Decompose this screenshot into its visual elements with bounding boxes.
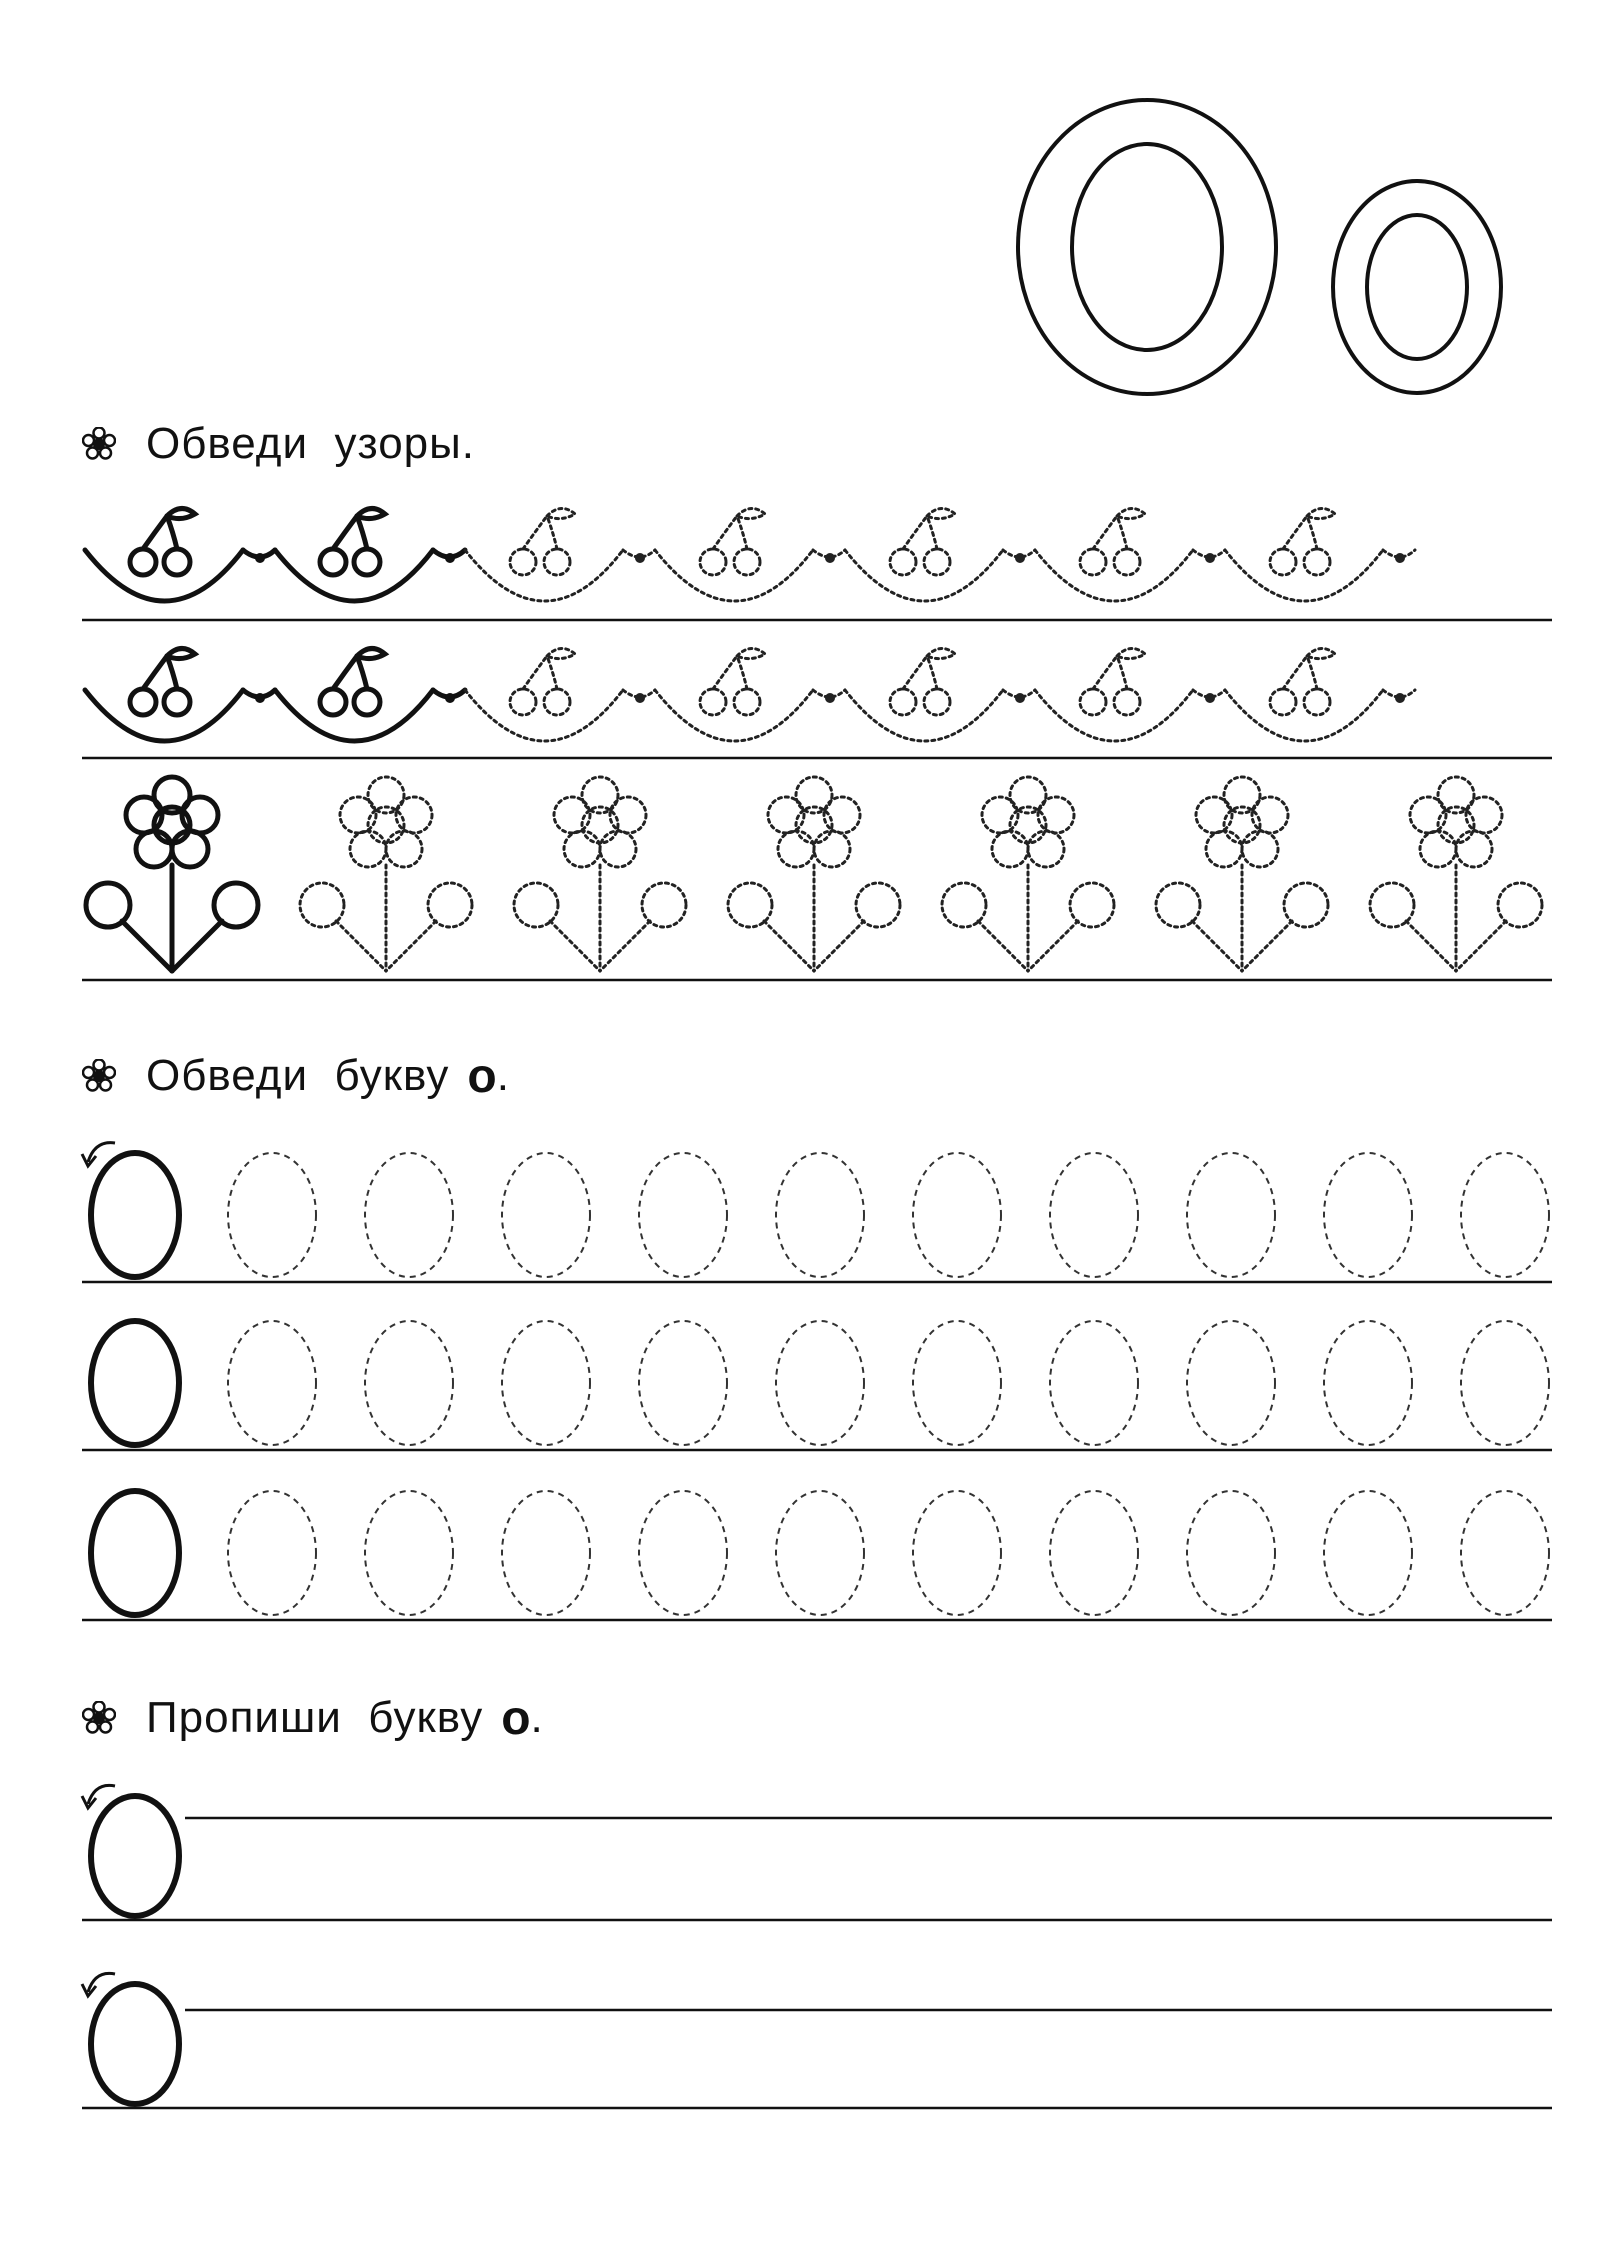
letter-o <box>776 1153 864 1277</box>
cherry-pattern-row <box>85 648 1415 741</box>
task-write <box>82 1688 543 1748</box>
cherry-icon <box>275 648 465 741</box>
letter-o <box>1050 1321 1138 1445</box>
pattern-dot <box>635 553 645 563</box>
letter-o <box>1461 1491 1549 1615</box>
flower-icon <box>300 777 472 971</box>
letter-o <box>91 1491 179 1615</box>
cherry-icon <box>845 648 1035 741</box>
task-trace-suffix: . <box>496 1051 509 1100</box>
flower-patterns <box>86 777 1542 971</box>
flower-icon <box>942 777 1114 971</box>
trace-row <box>82 1143 1549 1277</box>
pattern-dot <box>1395 553 1405 563</box>
flower-icon <box>1156 777 1328 971</box>
task-trace-letter: о <box>467 1049 497 1103</box>
cherry-icon <box>275 508 465 601</box>
task-patterns <box>82 414 475 474</box>
letter-o <box>502 1153 590 1277</box>
cherry-icon <box>465 648 655 741</box>
task-trace-text: Обведи букву <box>146 1051 450 1100</box>
letter-o <box>913 1321 1001 1445</box>
letter-o <box>776 1491 864 1615</box>
cherry-icon <box>655 508 845 601</box>
letter-o <box>1461 1153 1549 1277</box>
letter-o <box>1324 1321 1412 1445</box>
letter-o <box>1461 1321 1549 1445</box>
task-write-letter: о <box>501 1691 531 1745</box>
cherry-icon <box>85 508 275 601</box>
cherry-icon <box>1035 648 1225 741</box>
cherry-icon <box>845 508 1035 601</box>
write-row <box>82 1785 179 1916</box>
letter-o <box>1324 1491 1412 1615</box>
flower-icon <box>86 777 258 971</box>
pattern-dot <box>255 693 265 703</box>
letter-o <box>913 1491 1001 1615</box>
write-letters <box>82 1785 179 2104</box>
letter-o <box>228 1321 316 1445</box>
pattern-dot <box>1395 693 1405 703</box>
pattern-dot <box>1205 693 1215 703</box>
letter-o <box>1187 1153 1275 1277</box>
pattern-dot <box>445 553 455 563</box>
letter-o <box>91 1153 179 1277</box>
letter-o <box>1187 1321 1275 1445</box>
cherry-icon <box>1225 508 1415 601</box>
task-patterns-text: Обведи узоры. <box>146 419 475 468</box>
letter-o <box>639 1491 727 1615</box>
pattern-dot <box>825 553 835 563</box>
header-letter-lower <box>1333 181 1501 393</box>
pattern-dot <box>825 693 835 703</box>
cherry-icon <box>1225 648 1415 741</box>
flower-pattern-row <box>86 777 1542 971</box>
write-row <box>82 1973 179 2104</box>
letter-o <box>91 1796 179 1916</box>
letter-o <box>228 1153 316 1277</box>
pattern-dot <box>1015 693 1025 703</box>
cherry-pattern-row <box>85 508 1415 601</box>
trace-row <box>91 1321 1549 1445</box>
letter-o <box>365 1491 453 1615</box>
flower-icon <box>82 427 116 461</box>
letter-o <box>91 1984 179 2104</box>
flower-icon <box>82 1059 116 1093</box>
letter-o <box>639 1153 727 1277</box>
trace-letters <box>82 1143 1549 1615</box>
pattern-dot <box>255 553 265 563</box>
letter-o <box>502 1321 590 1445</box>
flower-icon <box>728 777 900 971</box>
task-trace <box>82 1046 509 1106</box>
letter-o <box>365 1321 453 1445</box>
letter-o <box>913 1153 1001 1277</box>
task-write-text: Пропиши букву <box>146 1693 484 1742</box>
flower-icon <box>514 777 686 971</box>
flower-icon <box>1370 777 1542 971</box>
cherry-icon <box>655 648 845 741</box>
letter-o <box>91 1321 179 1445</box>
task-write-suffix: . <box>530 1693 543 1742</box>
pattern-dot <box>1205 553 1215 563</box>
trace-row <box>91 1491 1549 1615</box>
pattern-dot <box>445 693 455 703</box>
letter-o <box>365 1153 453 1277</box>
cherry-patterns <box>85 508 1415 741</box>
pattern-dot <box>635 693 645 703</box>
letter-o <box>776 1321 864 1445</box>
cherry-icon <box>1035 508 1225 601</box>
pattern-dot <box>1015 553 1025 563</box>
letter-o <box>1324 1153 1412 1277</box>
cherry-icon <box>85 648 275 741</box>
letter-o <box>1187 1491 1275 1615</box>
letter-o <box>1050 1491 1138 1615</box>
header-letter-upper <box>1018 100 1276 394</box>
header-letters <box>1018 100 1501 394</box>
letter-o <box>1050 1153 1138 1277</box>
cherry-icon <box>465 508 655 601</box>
letter-o <box>228 1491 316 1615</box>
letter-o <box>639 1321 727 1445</box>
letter-o <box>502 1491 590 1615</box>
flower-icon <box>82 1701 116 1735</box>
